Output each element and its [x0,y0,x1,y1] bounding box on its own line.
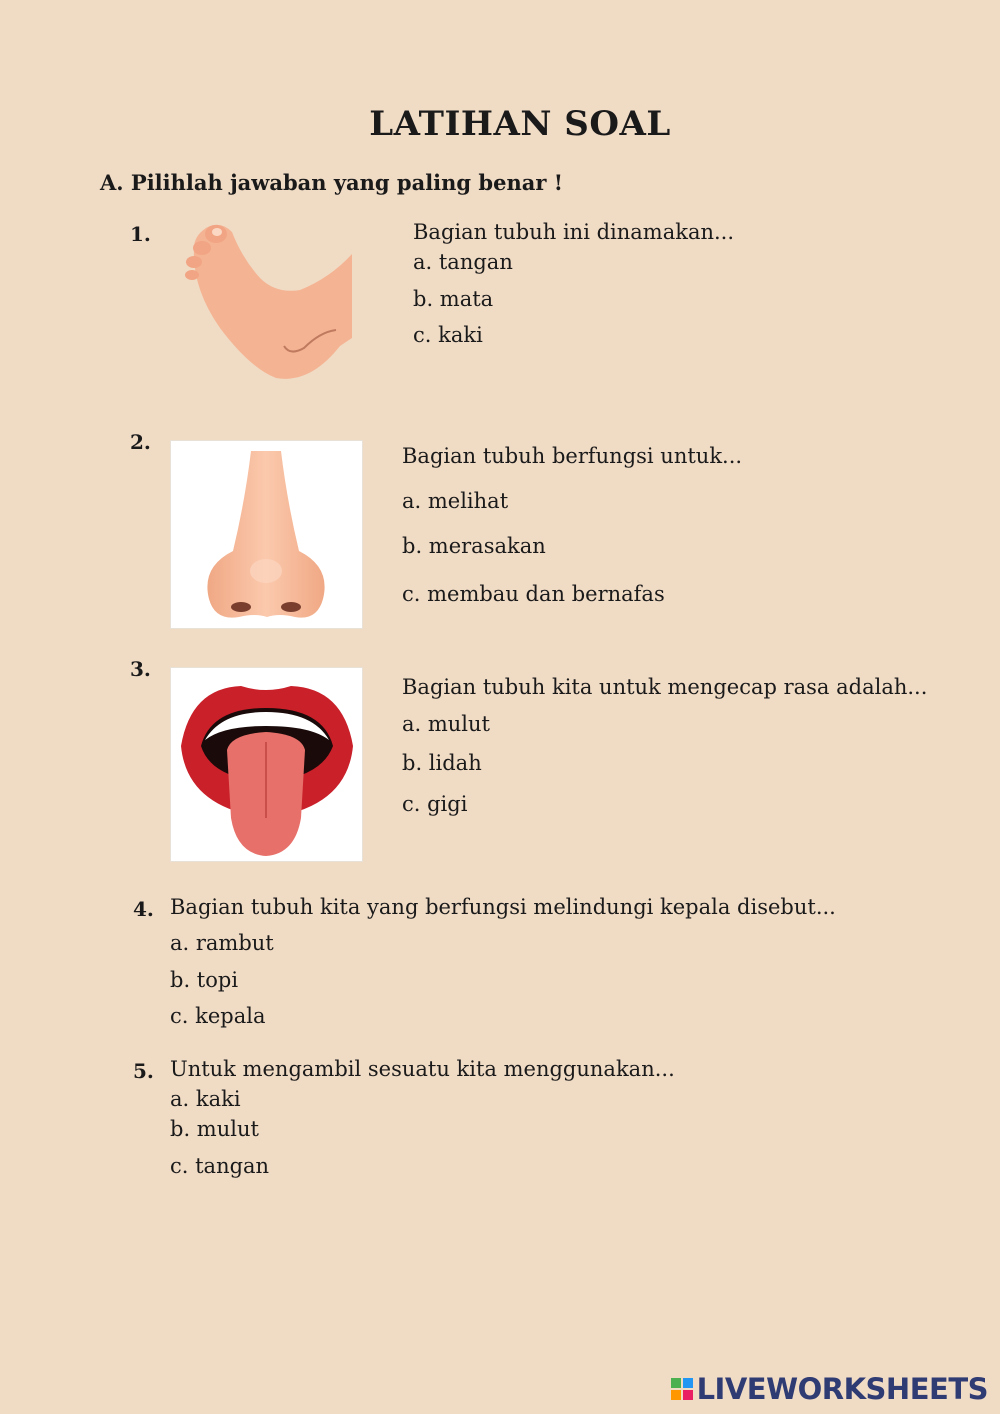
question-5-option-a[interactable]: a. kaki [170,1087,241,1111]
question-1-number: 1. [130,222,151,246]
question-3-option-a[interactable]: a. mulut [402,712,490,736]
question-4-text: Bagian tubuh kita yang berfungsi melindungi kepala disebut... [170,895,836,919]
logo-text: LIVEWORKSHEETS [696,1372,988,1406]
question-5-option-c[interactable]: c. tangan [170,1154,270,1178]
question-1-text: Bagian tubuh ini dinamakan... [413,220,735,244]
question-5-text: Untuk mengambil sesuatu kita menggunakan... [170,1057,675,1081]
question-3-option-c[interactable]: c. gigi [402,792,468,816]
question-4-option-a[interactable]: a. rambut [170,931,274,955]
question-2-option-a[interactable]: a. melihat [402,489,509,513]
instruction-text: A. Pilihlah jawaban yang paling benar ! [100,170,563,195]
foot-image [180,218,358,386]
question-2-option-b[interactable]: b. merasakan [402,534,546,558]
question-3-option-b[interactable]: b. lidah [402,751,482,775]
question-4-option-b[interactable]: b. topi [170,968,239,992]
question-1-option-a[interactable]: a. tangan [413,250,513,274]
question-4-option-c[interactable]: c. kepala [170,1004,266,1028]
logo-grid-icon [671,1378,693,1400]
question-1-option-c[interactable]: c. kaki [413,323,483,347]
question-2-option-c[interactable]: c. membau dan bernafas [402,582,665,606]
question-4-number: 4. [133,897,154,921]
question-1-option-b[interactable]: b. mata [413,287,494,311]
question-3-number: 3. [130,657,151,681]
question-2-text: Bagian tubuh berfungsi untuk... [402,444,743,468]
question-3-text: Bagian tubuh kita untuk mengecap rasa adalah... [402,675,928,699]
liveworksheets-logo[interactable] [671,1372,988,1406]
page-title: LATIHAN SOAL [369,104,671,144]
tongue-image [170,667,363,862]
question-5-option-b[interactable]: b. mulut [170,1117,259,1141]
nose-image [170,440,363,629]
question-5-number: 5. [133,1059,154,1083]
question-2-number: 2. [130,430,151,454]
